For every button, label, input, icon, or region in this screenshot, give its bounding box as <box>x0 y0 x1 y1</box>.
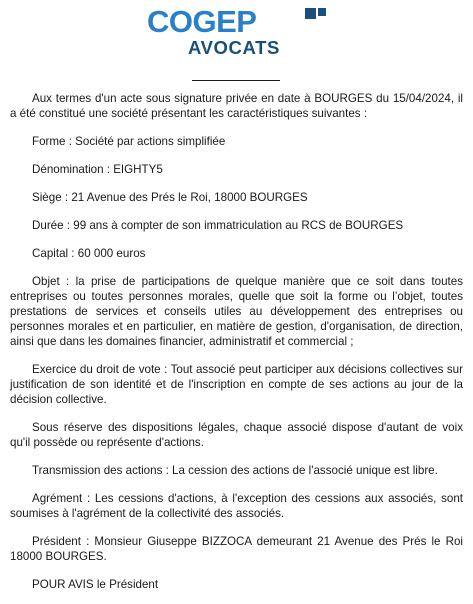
notice-denomination: Dénomination : EIGHTY5 <box>32 163 163 176</box>
notice-forme: Forme : Société par actions simplifiée <box>32 135 226 148</box>
logo-wordmark: COGEP <box>147 4 257 39</box>
notice-intro: Aux termes d'un acte sous signature privée en date à BOURGES du 15/04/2024, il a été constitué une société présentant les caractéristiques suivantes : <box>10 92 463 120</box>
notice-reserve: Sous réserve des dispositions légales, chaque associé dispose d'autant de voix qu'il possède ou représente d'actions. <box>10 421 463 449</box>
logo-square-top-icon <box>305 8 316 19</box>
notice-signature: POUR AVIS le Président <box>32 578 159 591</box>
notice-objet: Objet : la prise de participations de quelque manière que ce soit dans toutes entreprises ou toutes personnes morales, quelle que soit la forme ou l’objet, toutes prestations de services et conseils utiles au développement des entreprises ou personnes morales et en particulier, en matière de gestion, d'organisation, de direction, ainsi que dans les domaines financier, administratif et commercial ; <box>10 275 463 348</box>
notice-transmission: Transmission des actions : La cession des actions de l'associé unique est libre. <box>32 464 438 477</box>
separator-rule <box>192 80 280 81</box>
notice-droit-de-vote: Exercice du droit de vote : Tout associé peut participer aux décisions collectives sur justification de son identité et de l'inscription en compte de ses actions au jour de la décision collective. <box>10 363 463 406</box>
notice-president: Président : Monsieur Giuseppe BIZZOCA demeurant 21 Avenue des Prés le Roi 18000 BOURGES. <box>10 535 463 563</box>
logo-subtitle: AVOCATS <box>188 37 280 58</box>
logo-square-bottom-icon <box>318 8 326 16</box>
notice-agrement: Agrément : Les cessions d'actions, à l'exception des cessions aux associés, sont soumises à l'agrément de la collectivité des associés. <box>10 492 463 520</box>
notice-siege: Siège : 21 Avenue des Prés le Roi, 18000 BOURGES <box>32 191 308 204</box>
legal-notice-body <box>10 91 463 592</box>
notice-duree: Durée : 99 ans à compter de son immatriculation au RCS de BOURGES <box>32 219 404 232</box>
cogep-avocats-logo <box>0 4 473 60</box>
notice-capital: Capital : 60 000 euros <box>32 247 146 260</box>
